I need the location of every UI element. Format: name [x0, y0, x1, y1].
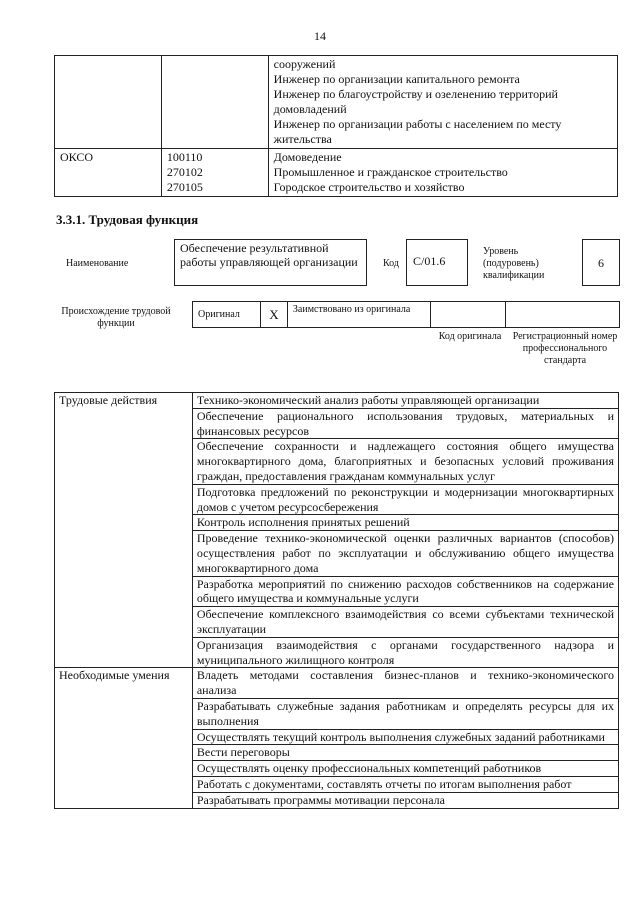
section-title: 3.3.1. Трудовая функция [56, 212, 199, 227]
table-cell: ОКСО [55, 149, 162, 197]
page-number: 14 [314, 29, 326, 43]
original-label: Оригинал [193, 302, 261, 328]
table-row [55, 668, 619, 699]
cell-line: жительства [273, 132, 332, 146]
table-row [55, 149, 618, 197]
table-cell [161, 149, 268, 197]
table-cell [55, 56, 162, 149]
table-cell [268, 56, 617, 149]
code-label: Код [383, 258, 399, 269]
table-cell [161, 56, 268, 149]
table-cell: Обеспечение рационального использования трудовых, материальных и финансовых ресурсов [192, 408, 618, 439]
labor-function-table [54, 392, 619, 809]
table-cell: Работать с документами, составлять отчеты по итогам выполнения работ [192, 776, 618, 792]
cell-line: сооружений [273, 57, 336, 71]
code-original-cell [430, 302, 506, 328]
cell-line: Домоведение [273, 150, 342, 164]
table-cell [268, 149, 617, 197]
cell-line: 270102 [166, 165, 203, 179]
table-cell: Вести переговоры [192, 745, 618, 761]
cell-line: Инженер по организации работы с населением по месту [273, 117, 562, 131]
table-cell: Разрабатывать служебные задания работникам и определять ресурсы для их выполнения [192, 698, 618, 729]
table-cell: Осуществлять текущий контроль выполнения служебных заданий работниками [192, 729, 618, 745]
category-cell: Трудовые действия [55, 393, 193, 668]
cell-line: 100110 [166, 150, 203, 164]
function-name-box: Обеспечение результативной работы управляющей организации [174, 239, 367, 286]
table-row [193, 302, 620, 328]
table-cell: Контроль исполнения принятых решений [192, 515, 618, 531]
related-occupations-table [54, 55, 618, 197]
level-label: Уровень (подуровень) квалификации [483, 246, 545, 281]
table-cell: Разработка мероприятий по снижению расходов собственников на содержание общего имущества и коммунальные услуги [192, 576, 618, 607]
original-mark: X [260, 302, 287, 328]
table-cell: Обеспечение комплексного взаимодействия со всеми субъектами технической эксплуатации [192, 607, 618, 638]
cell-line: домовладений [273, 102, 347, 116]
code-original-label: Код оригинала [438, 331, 502, 342]
table-cell: Организация взаимодействия с органами государственного надзора и муниципального жилищного контроля [192, 637, 618, 668]
cell-line: Инженер по организации капитального ремонта [273, 72, 520, 86]
reg-number-cell [506, 302, 620, 328]
borrowed-label: Заимствовано из оригинала [287, 302, 430, 328]
cell-line: 270105 [166, 180, 203, 194]
table-cell: Разрабатывать программы мотивации персонала [192, 792, 618, 808]
table-cell: Обеспечение сохранности и надлежащего состояния общего имущества многоквартирного дома, благоприятных и безопасных условий проживания граждан, предоставления гражданам коммунальных услуг [192, 439, 618, 484]
table-cell: Проведение технико-экономической оценки различных вариантов (способов) осуществления работ по эксплуатации и обслуживанию общего имущества многоквартирного дома [192, 531, 618, 576]
table-cell: Технико-экономический анализ работы управляющей организации [192, 393, 618, 409]
cell-line: Промышленное и гражданское строительство [273, 165, 508, 179]
name-label: Наименование [66, 258, 129, 269]
level-value-box: 6 [582, 239, 620, 286]
reg-number-label: Регистрационный номер профессионального стандарта [512, 331, 618, 366]
cell-line: Городское строительство и хозяйство [273, 180, 465, 194]
category-cell: Необходимые умения [55, 668, 193, 808]
table-cell: Владеть методами составления бизнес-планов и технико-экономического анализа [192, 668, 618, 699]
table-row [55, 56, 618, 149]
table-cell: Подготовка предложений по реконструкции и модернизации многоквартирных домов с учетом ресурсосбережения [192, 484, 618, 515]
table-row [55, 393, 619, 409]
origin-label: Происхождение трудовой функции [61, 306, 171, 329]
code-value-box: С/01.6 [406, 239, 468, 286]
cell-line: Инженер по благоустройству и озеленению территорий [273, 87, 558, 101]
origin-table [192, 301, 620, 328]
table-cell: Осуществлять оценку профессиональных компетенций работников [192, 761, 618, 777]
